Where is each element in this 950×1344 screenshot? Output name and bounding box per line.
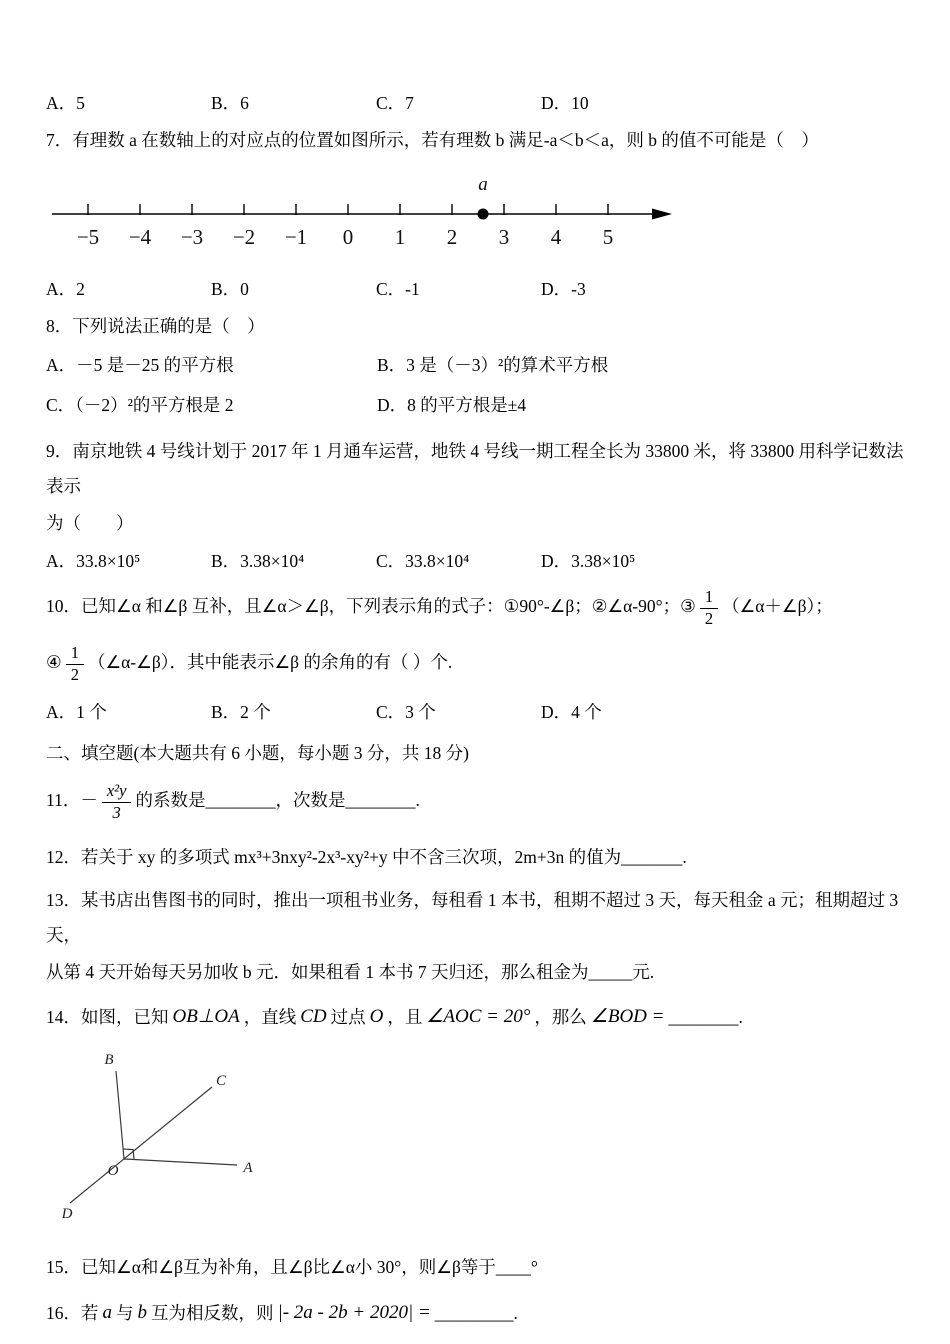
fraction-denominator: 2 bbox=[70, 664, 79, 684]
q10-option-c: C．3 个 bbox=[376, 702, 436, 723]
q16-part3: 互为相反数，则 bbox=[151, 1302, 274, 1323]
math-var-b: b bbox=[137, 1301, 147, 1323]
q8-option-c: C．（－2）²的平方根是 2 bbox=[46, 394, 234, 415]
label-O: O bbox=[107, 1162, 119, 1179]
q10-line1-tail: （∠α＋∠β）； bbox=[722, 596, 833, 617]
q6-option-b: B．6 bbox=[211, 93, 249, 113]
section2-heading: 二、填空题(本大题共有 6 小题，每小题 3 分，共 18 分) bbox=[46, 743, 469, 764]
q8-options-row-2 bbox=[46, 388, 904, 424]
q10-line2-tail: （∠α-∠β）．其中能表示∠β 的余角的有（ ）个. bbox=[87, 652, 453, 673]
q11-text bbox=[46, 781, 904, 823]
label-B: B bbox=[104, 1051, 114, 1068]
q10-line2-lead: ④ bbox=[46, 652, 62, 673]
q14-text bbox=[46, 999, 904, 1037]
tick-label: −1 bbox=[284, 225, 308, 249]
q7-option-a: A．2 bbox=[46, 279, 85, 299]
tick-label: 5 bbox=[602, 225, 614, 249]
tick-label: 0 bbox=[342, 225, 354, 249]
q6-options-row bbox=[46, 90, 904, 115]
q14-part3: 过点 bbox=[330, 1006, 366, 1027]
q8-options-row-1 bbox=[46, 348, 904, 384]
fraction-numerator: x²y bbox=[102, 781, 132, 803]
q6-option-a: A．5 bbox=[46, 93, 85, 113]
q9-options-row bbox=[46, 548, 904, 573]
q9-text-line1: 9．南京地铁 4 号线计划于 2017 年 1 月通车运营，地铁 4 号线一期工程全长为 33800 米，将 33800 用科学记数法表示 bbox=[46, 440, 904, 496]
q11-prefix: 11．－ bbox=[46, 790, 98, 811]
axis-arrowhead-icon bbox=[652, 209, 672, 220]
q10-option-a: A．1 个 bbox=[46, 702, 107, 723]
fraction-denominator: 2 bbox=[704, 608, 714, 628]
q10-option-b: B．2 个 bbox=[211, 702, 271, 723]
q16-text bbox=[46, 1295, 904, 1333]
q6-option-d: D．10 bbox=[541, 93, 589, 113]
q8-option-b: B．3 是（－3）²的算术平方根 bbox=[377, 355, 609, 375]
q8-option-d: D．8 的平方根是±4 bbox=[377, 394, 527, 415]
q10-option-d: D．4 个 bbox=[541, 702, 602, 723]
q8-option-a: A．－5 是－25 的平方根 bbox=[46, 355, 234, 375]
q9-text-line2: 为（ ） bbox=[46, 512, 134, 533]
tick-label: −4 bbox=[128, 225, 152, 249]
q13-text-line1: 13．某书店出售图书的同时，推出一项租书业务，每租看 1 本书，租期不超过 3 天，每天租金 a 元；租期超过 3 天， bbox=[46, 889, 899, 945]
q16-part2: 与 bbox=[116, 1302, 134, 1323]
q9-option-d: D．3.38×10⁵ bbox=[541, 550, 636, 571]
q10-options-row bbox=[46, 699, 904, 724]
tick-label: 2 bbox=[446, 225, 458, 249]
q14-part5: ，那么 bbox=[534, 1006, 587, 1027]
q11-suffix: 的系数是________，次数是________. bbox=[135, 790, 420, 811]
q16-blank: _________. bbox=[434, 1302, 518, 1323]
label-A: A bbox=[243, 1159, 253, 1176]
tick-label: −5 bbox=[76, 225, 100, 249]
q14-part1: 14．如图，已知 bbox=[46, 1006, 169, 1027]
tick-labels bbox=[77, 225, 613, 249]
x2y-over-3-fraction bbox=[102, 781, 132, 823]
math-point-o: O bbox=[369, 1005, 384, 1027]
figure-rays bbox=[70, 1071, 237, 1203]
q8-text: 8．下列说法正确的是（ ） bbox=[46, 316, 265, 336]
tick-label: 1 bbox=[394, 225, 406, 249]
tick-label: −2 bbox=[232, 225, 256, 249]
q12-text: 12．若关于 xy 的多项式 mx³+3nxy²-2x³-xy²+y 中不含三次项，2m+3n 的值为_______. bbox=[46, 846, 687, 867]
q7-option-d: D．-3 bbox=[541, 279, 586, 299]
label-D: D bbox=[62, 1205, 73, 1222]
q10-line1-text: 10．已知∠α 和∠β 互补，且∠α＞∠β，下列表示角的式子：①90°-∠β；②∠α-90°；③ bbox=[46, 596, 696, 617]
one-half-fraction bbox=[700, 587, 718, 629]
number-line-figure bbox=[46, 174, 690, 258]
q10-text-line1 bbox=[46, 587, 904, 629]
q14-part4: ，且 bbox=[387, 1006, 423, 1027]
one-half-fraction bbox=[66, 643, 84, 685]
q14-blank: ________. bbox=[668, 1006, 743, 1027]
q16-part1: 16．若 bbox=[46, 1302, 99, 1323]
q6-option-c: C．7 bbox=[376, 93, 414, 113]
math-var-a: a bbox=[102, 1301, 112, 1323]
q15-text: 15．已知∠α和∠β互为补角，且∠β比∠α小 30°，则∠β等于____° bbox=[46, 1256, 538, 1277]
q13-text-line2: 从第 4 天开始每天另加收 b 元．如果租看 1 本书 7 天归还，那么租金为_____元. bbox=[46, 961, 655, 982]
tick-label: −3 bbox=[180, 225, 204, 249]
q10-text-line2 bbox=[46, 643, 904, 685]
math-ob-perp-oa: OB⊥OA bbox=[172, 1005, 240, 1027]
math-abs-expression: |- 2a - 2b + 2020| = bbox=[277, 1301, 431, 1323]
q7-text: 7．有理数 a 在数轴上的对应点的位置如图所示，若有理数 b 满足-a＜b＜a，则 b 的值不可能是（ ） bbox=[46, 130, 819, 150]
tick-label: 4 bbox=[550, 225, 562, 249]
fraction-numerator: 1 bbox=[700, 587, 718, 609]
q9-option-a: A．33.8×10⁵ bbox=[46, 550, 141, 571]
q7-option-c: C．-1 bbox=[376, 279, 420, 299]
label-C: C bbox=[215, 1072, 227, 1089]
fraction-denominator: 3 bbox=[112, 803, 121, 822]
q14-geometry-figure bbox=[62, 1051, 302, 1226]
q7-option-b: B．0 bbox=[211, 279, 249, 299]
math-line-cd: CD bbox=[300, 1005, 327, 1027]
tick-label: 3 bbox=[498, 225, 510, 249]
math-angle-aoc: ∠AOC = 20° bbox=[426, 1005, 531, 1027]
q9-option-b: B．3.38×10⁴ bbox=[211, 550, 305, 571]
math-angle-bod: ∠BOD = bbox=[590, 1005, 665, 1027]
q14-part2: ，直线 bbox=[243, 1006, 297, 1027]
point-a-label: a bbox=[478, 174, 488, 195]
q9-option-c: C．33.8×10⁴ bbox=[376, 550, 470, 571]
fraction-numerator: 1 bbox=[66, 643, 84, 665]
q7-options-row bbox=[46, 276, 904, 301]
